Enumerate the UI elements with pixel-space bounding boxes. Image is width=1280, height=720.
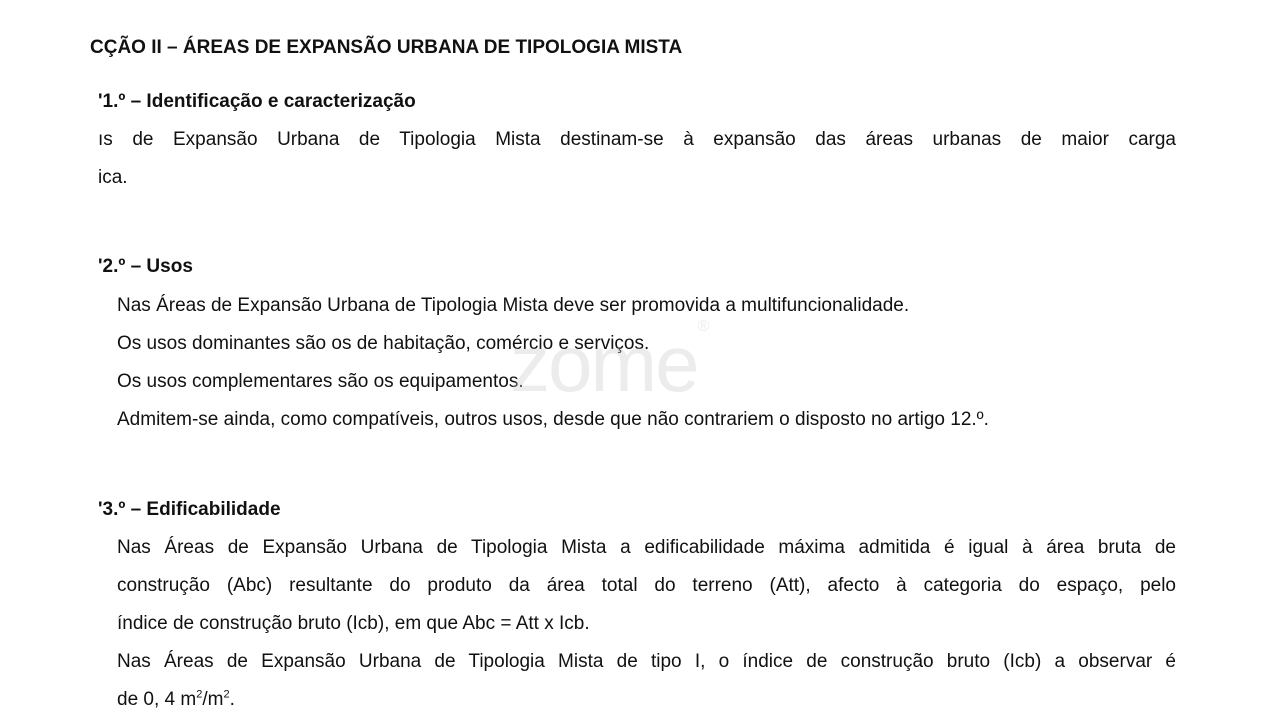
superscript-2a: 2 bbox=[196, 688, 203, 701]
zome-watermark-logo bbox=[510, 318, 707, 410]
article-3-paragraph-line-2 bbox=[117, 574, 1176, 598]
article-2-item-4: Admitem-se ainda, como compatíveis, outros usos, desde que não contrariem o disposto no artigo 12.º. bbox=[117, 409, 989, 430]
article-3-paragraph-line-4 bbox=[117, 650, 1176, 674]
article-3-line-2-text: construção (Abc) resultante do produto da área total do terreno (Att), afecto à categoria do espaço, pelo bbox=[117, 575, 1176, 596]
article-1-paragraph-line-2: ica. bbox=[98, 167, 128, 188]
article-3-paragraph-line-3: índice de construção bruto (Icb), em que Abc = Att x Icb. bbox=[117, 613, 590, 634]
article-1-heading: '1.º – Identificação e caracterização bbox=[98, 91, 416, 112]
last-line-suffix: . bbox=[229, 689, 235, 710]
article-3-paragraph-line-1 bbox=[117, 536, 1176, 560]
article-3-heading: '3.º – Edificabilidade bbox=[98, 499, 281, 520]
article-2-item-3: Os usos complementares são os equipamentos. bbox=[117, 371, 524, 392]
registered-mark: ® bbox=[697, 318, 708, 335]
last-line-prefix: de 0, 4 m bbox=[117, 689, 197, 710]
article-2-item-1: Nas Áreas de Expansão Urbana de Tipologia Mista deve ser promovida a multifuncionalidade. bbox=[117, 295, 910, 316]
article-3-line-4-text: Nas Áreas de Expansão Urbana de Tipologia Mista de tipo I, o índice de construção bruto (Icb) a observar é bbox=[117, 651, 1176, 672]
article-2-heading: '2.º – Usos bbox=[98, 256, 193, 277]
article-2-item-2: Os usos dominantes são os de habitação, comércio e serviços. bbox=[117, 333, 650, 354]
article-3-paragraph-line-5 bbox=[117, 688, 235, 712]
superscript-2b: 2 bbox=[223, 688, 230, 701]
last-line-mid: /m bbox=[202, 689, 224, 710]
article-1-paragraph-line-1 bbox=[98, 128, 1176, 152]
watermark-text: zome bbox=[510, 319, 698, 408]
section-title: CÇÃO II – ÁREAS DE EXPANSÃO URBANA DE TIPOLOGIA MISTA bbox=[90, 37, 683, 58]
article-1-line-1-text: ıs de Expansão Urbana de Tipologia Mista destinam-se à expansão das áreas urbanas de maior carga bbox=[98, 129, 1176, 150]
article-3-line-1-text: Nas Áreas de Expansão Urbana de Tipologia Mista a edificabilidade máxima admitida é igual à área bruta de bbox=[117, 537, 1176, 558]
